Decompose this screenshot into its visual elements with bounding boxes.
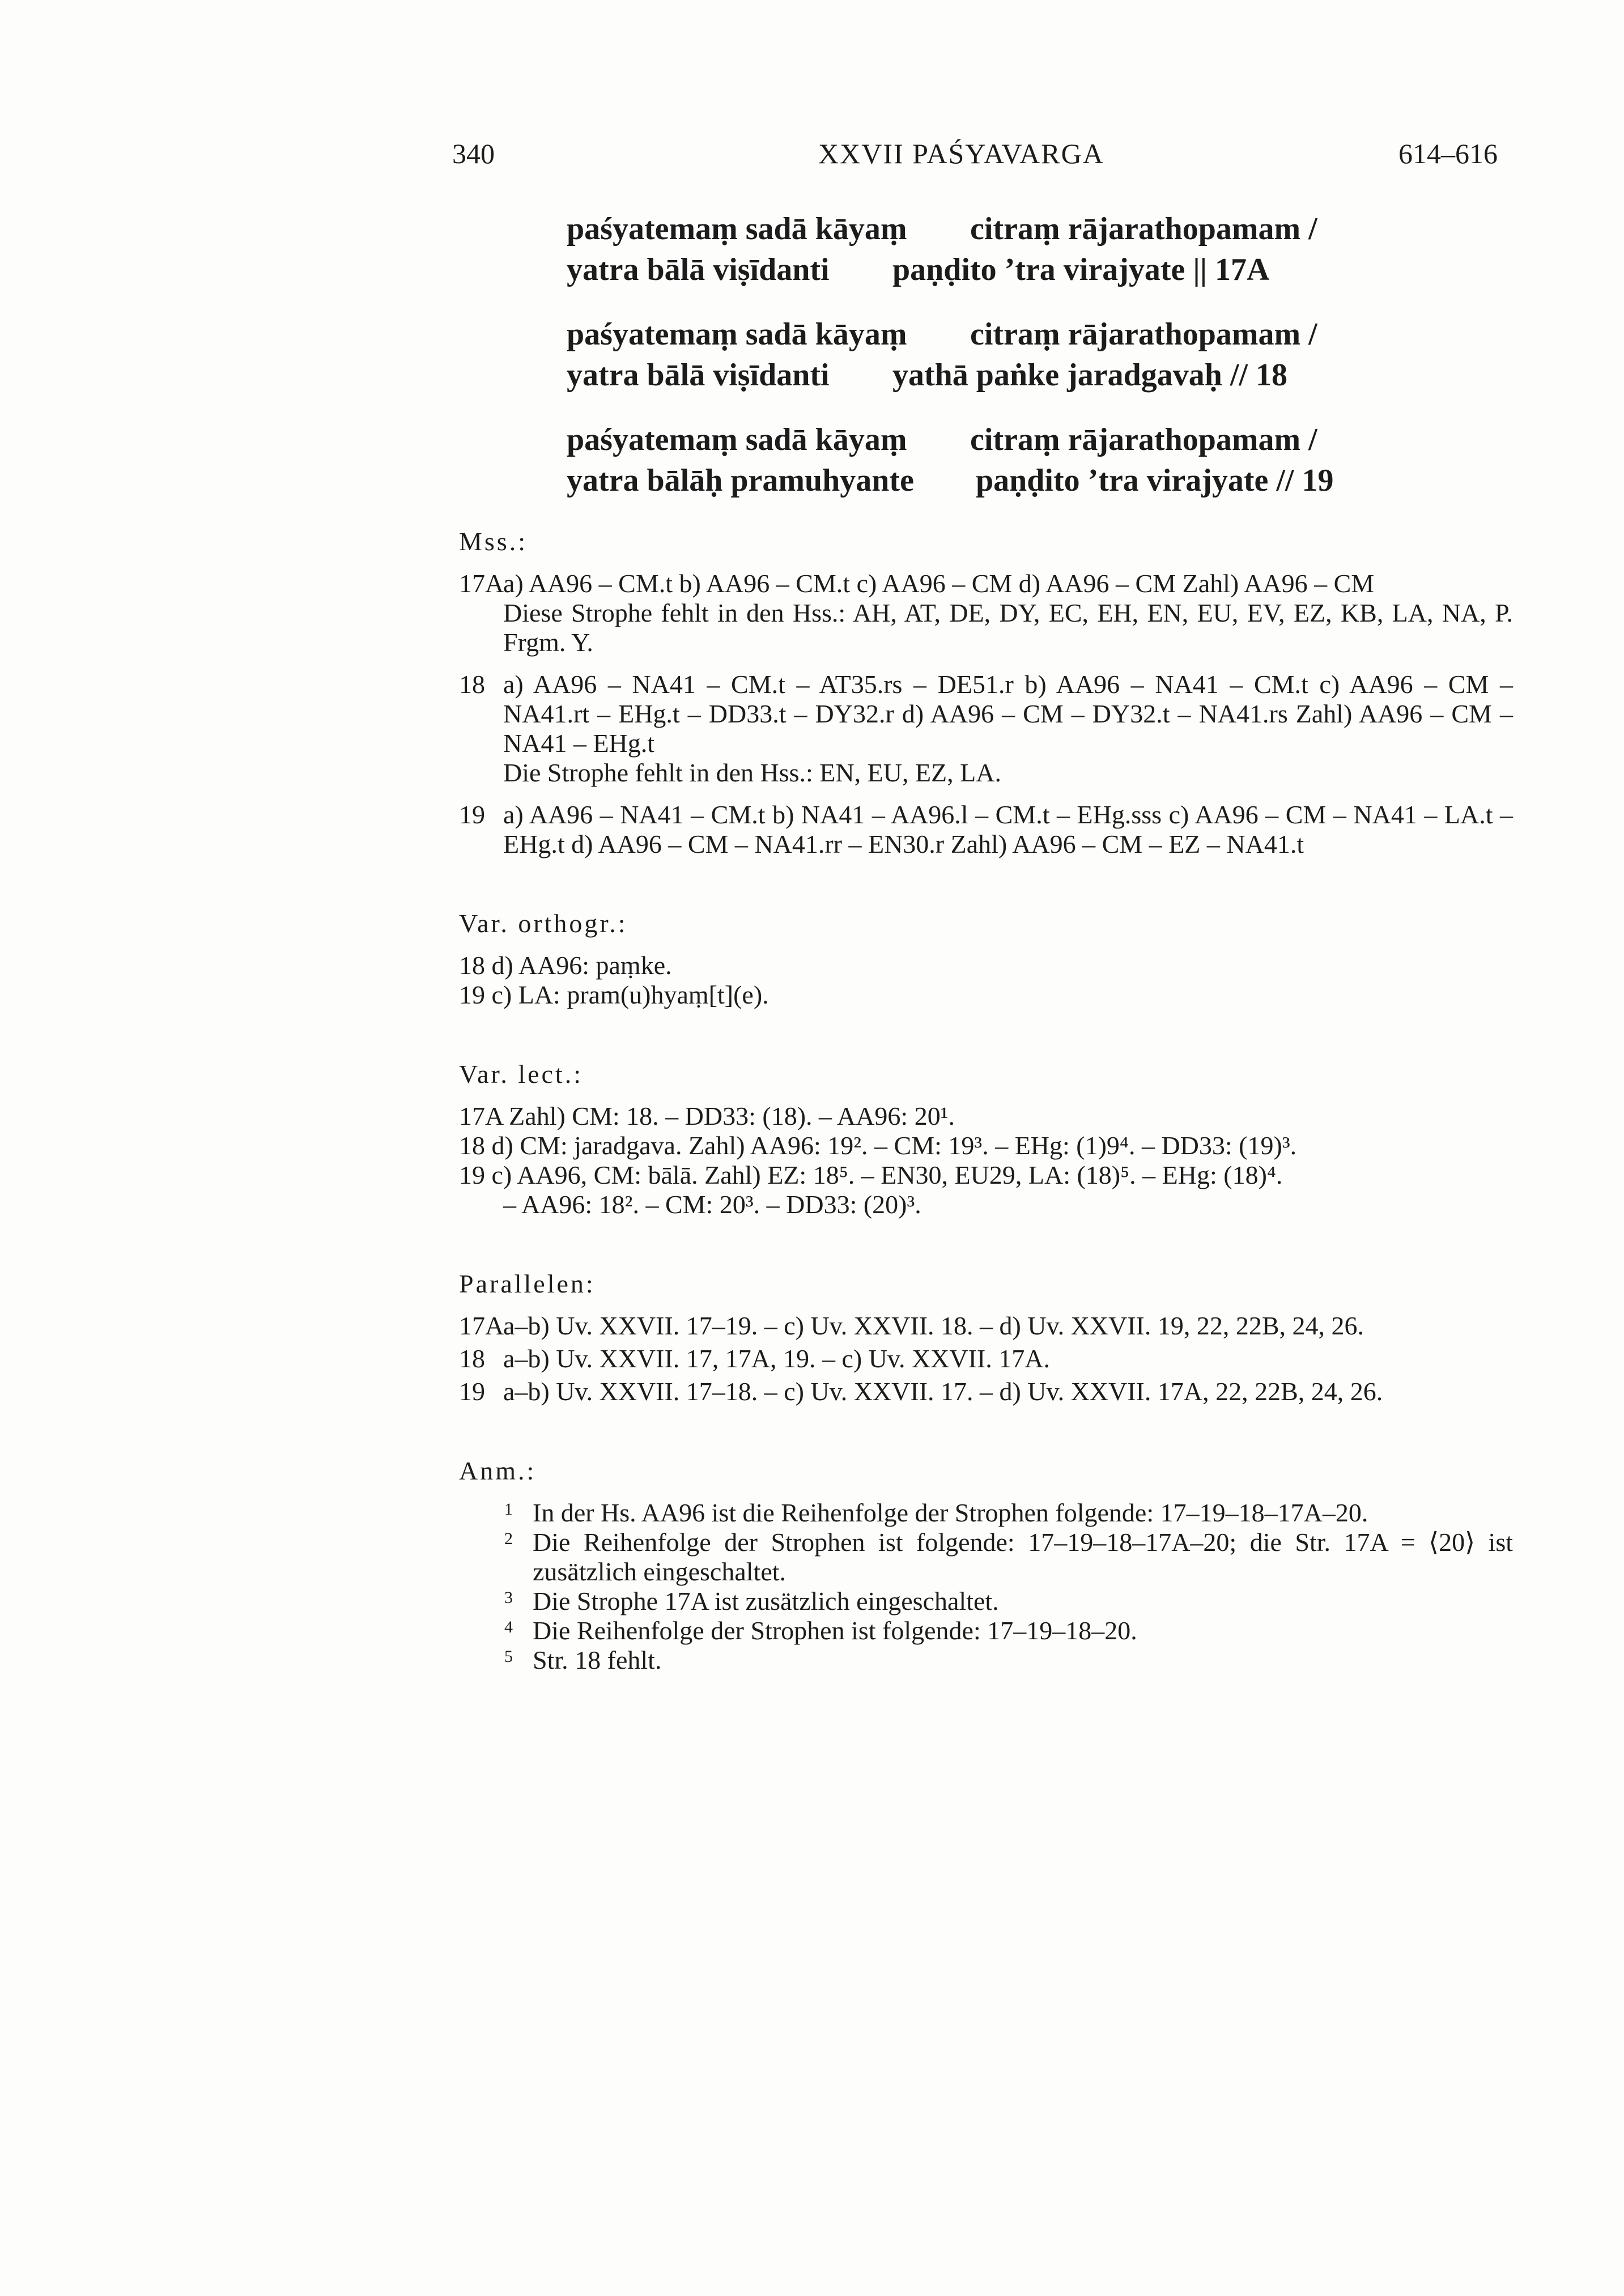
entry-label: 17A xyxy=(459,1311,504,1340)
annotation-note xyxy=(459,1587,1513,1616)
annotation-note xyxy=(459,1646,1513,1675)
annotation-note xyxy=(459,1498,1513,1528)
entry-text: a) AA96 – NA41 – CM.t – AT35.rs – DE51.r b) AA96 – NA41 – CM.t c) AA96 – CM – NA41.rt – EHg.t – DD33.t – DY32.r d) AA96 – CM – DY32.t – NA41.rs Zahl) AA96 – CM – NA41 – EHg.t xyxy=(503,670,1513,758)
section-title-var-lect: Var. lect.: xyxy=(459,1060,583,1089)
annotation-note xyxy=(459,1616,1513,1646)
verse-line: citraṃ rājarathopamam / xyxy=(970,422,1317,457)
verse-line: citraṃ rājarathopamam / xyxy=(970,211,1317,246)
verse-line: yatra bālā viṣīdanti xyxy=(567,358,830,393)
annotation-note xyxy=(459,1528,1513,1587)
section-title-var-orthogr: Var. orthogr.: xyxy=(459,909,628,938)
footnote-mark: 5 xyxy=(504,1647,513,1666)
verse-line: paśyatemaṃ sadā kāyaṃ xyxy=(567,317,907,352)
var-lect-line: 19 c) AA96, CM: bālā. Zahl) EZ: 18⁵. – EN30, EU29, LA: (18)⁵. – EHg: (18)⁴. xyxy=(459,1160,1283,1189)
entry-label: 19 xyxy=(459,1377,485,1406)
page-number: 340 xyxy=(452,138,495,169)
var-lect-line: 18 d) CM: jaradgava. Zahl) AA96: 19². – CM: 19³. – EHg: (1)9⁴. – DD33: (19)³. xyxy=(459,1131,1297,1160)
var-lect-continuation: – AA96: 18². – CM: 20³. – DD33: (20)³. xyxy=(503,1190,921,1219)
page-range: 614–616 xyxy=(1398,138,1498,169)
section-title-anm: Anm.: xyxy=(459,1456,537,1485)
annotation-text: Die Reihenfolge der Strophen ist folgende: 17–19–18–17A–20; die Str. 17A = ⟨20⟩ ist zusätzlich eingeschaltet. xyxy=(533,1528,1513,1586)
entry-label: 17A xyxy=(459,569,504,598)
footnote-mark: 1 xyxy=(504,1500,513,1519)
var-lect-line: 17A Zahl) CM: 18. – DD33: (18). – AA96: 20¹. xyxy=(459,1102,955,1130)
annotation-text: In der Hs. AA96 ist die Reihenfolge der Strophen folgende: 17–19–18–17A–20. xyxy=(533,1498,1368,1527)
mss-entry xyxy=(459,670,1513,788)
verse-line: paśyatemaṃ sadā kāyaṃ xyxy=(567,422,907,457)
footnote-mark: 3 xyxy=(504,1588,513,1607)
verse-line: yatra bālāḥ pramuhyante xyxy=(567,463,914,498)
var-orthogr-line: 19 c) LA: pram(u)hyaṃ[t](e). xyxy=(459,980,769,1009)
annotation-text: Die Strophe 17A ist zusätzlich eingeschaltet. xyxy=(533,1587,999,1615)
entry-label: 19 xyxy=(459,800,485,829)
verse-line: yatra bālā viṣīdanti xyxy=(567,252,830,287)
mss-entry xyxy=(459,800,1513,859)
verse-line: citraṃ rājarathopamam / xyxy=(970,317,1317,352)
entry-label: 18 xyxy=(459,1344,485,1373)
parallel-entry xyxy=(459,1377,1513,1406)
entry-note: Diese Strophe fehlt in den Hss.: AH, AT, DE, DY, EC, EH, EN, EU, EV, EZ, KB, LA, NA, P. Frgm. Y. xyxy=(503,598,1513,657)
entry-text: a–b) Uv. XXVII. 17, 17A, 19. – c) Uv. XXVII. 17A. xyxy=(503,1344,1050,1373)
mss-entry xyxy=(459,569,1513,657)
parallel-entry xyxy=(459,1344,1513,1374)
critical-apparatus xyxy=(459,527,1513,1675)
entry-note: Die Strophe fehlt in den Hss.: EN, EU, EZ, LA. xyxy=(503,758,1001,787)
verse-line: paṇḍito ’tra virajyate || 17A xyxy=(892,252,1270,287)
var-orthogr-line: 18 d) AA96: paṃke. xyxy=(459,951,672,980)
entry-label: 18 xyxy=(459,670,485,699)
running-title: XXVII PAŚYAVARGA xyxy=(818,138,1104,169)
section-title-mss: Mss.: xyxy=(459,527,528,556)
parallel-entry xyxy=(459,1311,1513,1341)
entry-text: a–b) Uv. XXVII. 17–19. – c) Uv. XXVII. 18. – d) Uv. XXVII. 19, 22, 22B, 24, 26. xyxy=(503,1311,1364,1340)
annotation-text: Die Reihenfolge der Strophen ist folgende: 17–19–18–20. xyxy=(533,1616,1137,1645)
verse-line: yathā paṅke jaradgavaḥ // 18 xyxy=(892,358,1287,393)
annotation-text: Str. 18 fehlt. xyxy=(533,1646,662,1674)
footnote-mark: 4 xyxy=(504,1618,513,1636)
section-title-parallelen: Parallelen: xyxy=(459,1269,596,1298)
verse-line: paṇḍito ’tra virajyate // 19 xyxy=(976,463,1334,498)
entry-text: a) AA96 – CM.t b) AA96 – CM.t c) AA96 – CM d) AA96 – CM Zahl) AA96 – CM xyxy=(503,569,1375,598)
verse-line: paśyatemaṃ sadā kāyaṃ xyxy=(567,211,907,246)
footnote-mark: 2 xyxy=(504,1529,513,1548)
entry-text: a) AA96 – NA41 – CM.t b) NA41 – AA96.l – CM.t – EHg.sss c) AA96 – CM – NA41 – LA.t – EHg.t d) AA96 – CM – NA41.rr – EN30.r Zahl) AA96 – CM – EZ – NA41.t xyxy=(503,800,1513,858)
entry-text: a–b) Uv. XXVII. 17–18. – c) Uv. XXVII. 17. – d) Uv. XXVII. 17A, 22, 22B, 24, 26. xyxy=(503,1377,1383,1406)
